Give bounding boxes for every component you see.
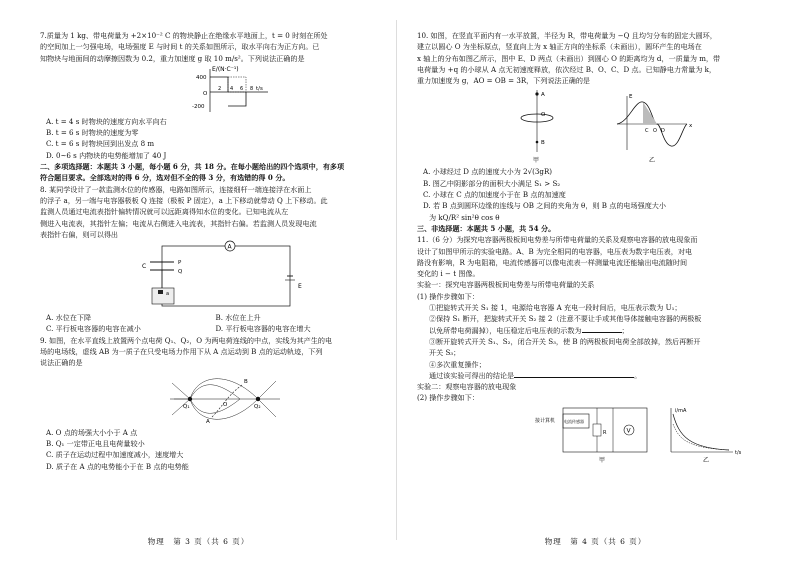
q8-options-row (40, 312, 379, 323)
step-line: ③断开旋转式开关 S₁、S₂，闭合开关 S₃，使 B 的两极板间电荷全部放掉，然后再断开 (429, 336, 701, 346)
q8-option: A. 水位在下降 (46, 313, 92, 323)
q9-option: B. Q₁ 一定带正电且电荷量较小 (46, 438, 145, 448)
q10-stem-line: 建立以圆心 O 为坐标原点，竖直向上为 x 轴正方向的坐标系（未画出），圆环产生的电场在 (417, 42, 702, 52)
q9-option: A. O 点的场强大小小于 A 点 (46, 427, 138, 437)
answer-blank[interactable] (514, 370, 634, 378)
question-8 (40, 184, 379, 335)
q7-option: B. t = 6 s 时物块的速度为零 (46, 128, 139, 138)
ring-center-o-label: O (541, 112, 546, 119)
step-title: (1) 操作步骤如下： (417, 291, 479, 301)
q8-options-row (40, 323, 379, 334)
capacitor-c-label: C (142, 263, 147, 271)
q10-option: A. 小球经过 D 点的速度大小为 2√(3gR) (423, 167, 553, 177)
charge-q1-label: Q₁ (183, 403, 190, 410)
plate-q-label: Q (178, 269, 183, 276)
ring-point-b-label: B (541, 140, 545, 147)
q7-stem-line: 的空间加上一匀强电场，电场强度 E 与时间 t 的关系如图所示，取水平向右为正方向。已 (40, 42, 320, 52)
q10-option: B. 图乙中阴影部分的面积大小满足 S₁ > S₂ (423, 178, 561, 188)
q8-option: C. 平行板电容器的电容在减小 (46, 324, 141, 334)
question-7 (40, 30, 379, 161)
question-11 (417, 234, 764, 463)
q7-stem-line: 7.质量为 1 kg、带电荷量为 +2×10⁻² C 的物块静止在绝缘水平地面上，t = 0 时刻在所处 (40, 31, 328, 40)
figure-caption: 甲 (533, 157, 540, 165)
graph-x-label: t/s (256, 85, 263, 92)
point-d-label: D (661, 128, 665, 135)
q7-stem-line: 知物块与地面间的动摩擦因数为 0.2，重力加速度 g 取 10 m/s²。下列说法正确的是 (40, 53, 305, 63)
graph-tick: 2 (218, 85, 222, 92)
q8-circuit-figure (40, 240, 379, 312)
q11-stem-line: 设计了如图甲所示的实验电路。A、B 为完全相同的电容器，电压表为数字电压表，对电 (417, 246, 693, 256)
q8-stem-line: 监测人员通过电流表指针偏转情况就可以远距离得知水位的变化。已知电流从左 (40, 207, 289, 217)
axis-x-label: x (689, 123, 693, 130)
battery-e-label: E (298, 283, 302, 291)
figure-caption: 甲 (599, 456, 606, 464)
q7-option: D. 0~6 s 内物块的电势能增加了 40 J (46, 150, 167, 160)
q8-stem-line: 的浮子 a，另一端与电容器极板 Q 连接（极板 P 固定），a 上下移动就带动 Q 上下移动。此 (40, 195, 328, 205)
q8-stem-line: 侧进入电流表，其指针左偏；电流从右侧进入电流表，其指针右偏。若监测人员发现电流 (40, 218, 317, 228)
graph-y-bottom: -200 (192, 103, 205, 110)
q7-option: C. t = 6 s 时物块回到出发点 8 m (46, 139, 155, 149)
q10-option: D. 若 B 点到圆环边缘的连线与 OB 之间的夹角为 θ，则 B 点的电场强度大小 (423, 201, 666, 211)
graph-y-top: 400 (196, 74, 207, 81)
graph-tick: 8 (250, 85, 254, 92)
q10-stem-line: 重力加速度为 g，AO = OB = 3R，下列说法正确的是 (417, 76, 591, 86)
q11-stem-line: 路没有影响，R 为电阻箱，电流传感器可以像电流表一样测量电流还能输出电流随时间 (417, 257, 688, 267)
question-9 (40, 335, 379, 472)
q11-discharge-figure (417, 404, 764, 464)
figure-caption: 乙 (649, 157, 656, 165)
plate-p-label: P (178, 260, 182, 267)
q7-option: A. t = 4 s 时物块的速度方向水平向右 (46, 116, 167, 126)
section-3-heading: 三、非选择题：本题共 5 小题，共 54 分。 (417, 223, 556, 233)
sensor-label: 电流传感器 (564, 418, 584, 424)
q10-stem-line: 10. 如图，在竖直平面内有一水平放置，半径为 R，带电荷量为 −Q 且均匀分布的固定大圆环， (417, 31, 717, 40)
q10-ring-and-field-figure (417, 86, 764, 166)
figure-caption: 乙 (703, 456, 710, 464)
section-2-heading: 二、多项选择题：本题共 3 小题，每小题 6 分，共 18 分。在每小题给出的四个选项中，有多项 (40, 162, 345, 172)
graph-y-label: E/(N·C⁻¹) (212, 65, 239, 73)
step-line: ④多次重复操作； (429, 359, 486, 369)
page-footer: 物理 第 4 页（共 6 页） (544, 537, 647, 546)
point-c-label: C (645, 128, 649, 135)
q7-e-t-graph (40, 64, 270, 116)
point-a-label: A (206, 418, 210, 425)
ring-point-a-label: A (541, 92, 545, 99)
step-line: ②保持 S₁ 断开，把旋转式开关 S₂ 接 2（注意不要让手或其他导体接触电容器的两极板 (429, 314, 702, 324)
q10-stem-line: 电荷量为 +q 的小球从 A 点无初速度释放，依次经过 B、O、C、D 点。已知静电力常量为 k， (417, 64, 717, 74)
q10-option: C. 小球在 C 点的加速度小于在 B 点的加速度 (423, 190, 566, 200)
page-4 (397, 0, 794, 561)
q10-stem-line: x 轴上的分布如图乙所示，图中 E、D 两点（未画出）到圆心 O 的距离均为 d，一质量为 m，带 (417, 53, 721, 63)
question-10 (417, 30, 764, 223)
step-line-text: 以免所带电荷漏掉），电压稳定后电压表的示数为 (429, 325, 582, 335)
graph-tick: 4 (230, 85, 234, 92)
step-line-with-blank: 以免所带电荷漏掉），电压稳定后电压表的示数为 ； (429, 325, 629, 335)
experiment-2-title: 实验二：观察电容器的放电现象 (417, 382, 517, 392)
origin-o-label: O (653, 128, 657, 135)
ammeter-label: A (227, 243, 232, 251)
answer-blank[interactable] (582, 325, 622, 333)
axis-e-label: E (629, 94, 633, 101)
conclusion-text: 通过该实验可得出的结论是 (429, 370, 515, 380)
q10-option-d-tail: 为 kQ/R² sin²θ cos θ (429, 212, 500, 222)
resistor-r-label: R (603, 429, 607, 436)
charge-q2-label: Q₂ (254, 403, 261, 410)
midpoint-o-label: O (223, 401, 228, 408)
q9-stem-line: 场的电场线，虚线 AB 为一质子在只受电场力作用下从 A 点运动到 B 点的运动轨迹，下列 (40, 347, 323, 357)
conclusion-line: 通过该实验可得出的结论是 。 (429, 370, 642, 380)
step-line: 开关 S₃； (429, 348, 461, 358)
axis-t-label: t/s (735, 449, 742, 456)
q8-option: D. 平行板电容器的电容在增大 (215, 324, 311, 334)
q9-field-lines-figure (40, 369, 379, 427)
q9-stem-line: 9. 如图，在水平直线上放置两个点电荷 Q₁、Q₂，O 为两电荷连线的中点，实线为其产生的电 (40, 335, 333, 345)
q11-stem-line: 11.（6 分）为探究电容器两极板间电势差与所带电荷量的关系及观察电容器的放电现象而 (417, 235, 698, 245)
graph-origin: O (203, 90, 208, 97)
voltmeter-v-label: V (626, 427, 631, 435)
point-b-label: B (244, 378, 248, 385)
q8-option: B. 水位在上升 (215, 313, 261, 323)
page-footer: 物理 第 3 页（共 6 页） (147, 537, 250, 546)
q11-stem-line: 变化的 i − t 图像。 (417, 269, 480, 279)
q9-option: D. 质子在 A 点的电势能小于在 B 点的电势能 (46, 461, 189, 471)
q9-stem-line: 说法正确的是 (40, 358, 83, 368)
axis-i-label: i/mA (675, 407, 687, 414)
section-2-heading: 符合题目要求。全部选对的得 6 分，选对但不全的得 3 分，有选错的得 0 分。 (40, 173, 290, 183)
q9-option: C. 质子在运动过程中加速度减小，速度增大 (46, 450, 184, 460)
step-title: (2) 操作步骤如下： (417, 393, 479, 403)
step-line: ①把旋转式开关 S₁ 接 1，电源给电容器 A 充电一段时间后，电压表示数为 U₁； (429, 303, 682, 313)
q8-stem-line: 8. 某同学设计了一款监测水位的传感器，电路如图所示，连接细杆一端连接浮在水面上 (40, 184, 312, 194)
q8-stem-line: 表指针右偏，则可以得出 (40, 229, 119, 239)
float-a-label: a (166, 291, 170, 298)
computer-label: 接计算机 (535, 417, 556, 424)
experiment-1-title: 实验一：探究电容器两极板间电势差与所带电荷量的关系 (417, 280, 595, 290)
graph-tick: 6 (240, 85, 244, 92)
